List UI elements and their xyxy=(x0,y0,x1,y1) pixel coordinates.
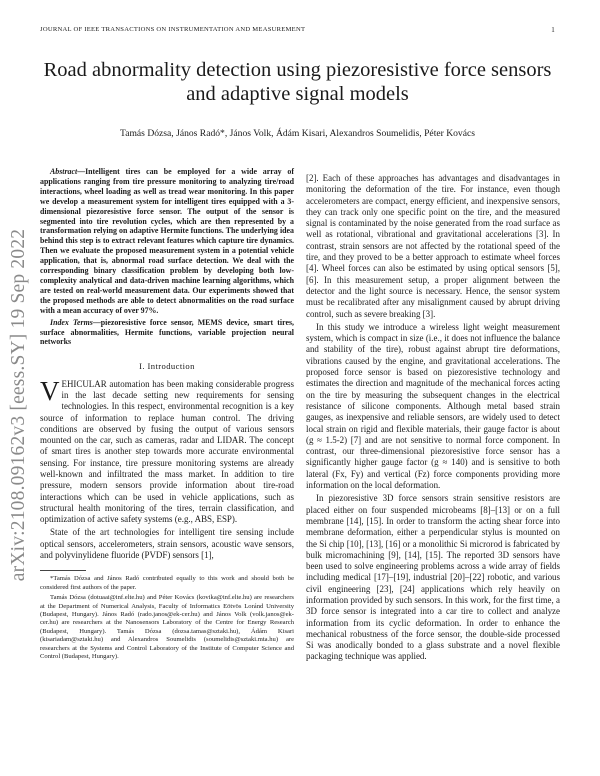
author-list: Tamás Dózsa, János Radó*, János Volk, Ádám Kisari, Alexandros Soumelidis, Péter Kovács xyxy=(120,128,475,139)
journal-name: JOURNAL OF IEEE TRANSACTIONS ON INSTRUMENTATION AND MEASUREMENT xyxy=(40,26,306,33)
footnote-equal-contribution: *Tamás Dózsa and János Radó contributed equally to this work and should both be considered first authors of the paper. xyxy=(40,575,294,591)
body-paragraph-study: In this study we introduce a wireless light weight measurement system, which is compact in size (i.e., it does not influence the balance and stability of the tire), robust against abrupt tire deformations, vibrations caused by the engine, and gravitational accelerations. The proposed force sensor is based on piezoresistive technology and estimates the direction and magnitude of the mechanical forces acting on the tire by measuring the subsequent changes in the electrical resistance of silicone components. Although metal based strain gauges, as inexpensive and reliable sensors, are widely used to detect local strain on rigid and flexible materials, their gauge factor is about (g ≈ 1.5-2) [7] and are not sensitive to normal force component. In contrast, our three-dimensional piezoresistive force sensor has a significantly higher gauge factor (g ≈ 140) and is sensitive to both lateral (Fx, Fy) and vertical (Fz) force components providing more information on the local deformation. xyxy=(306,321,560,491)
right-column xyxy=(306,173,560,663)
page-number: 1 xyxy=(551,26,555,34)
intro-paragraph-2: State of the art technologies for intelligent tire sensing include optical sensors, accelerometers, strain sensors, acoustic wave sensors, and polyvinylidene fluoride (PVDF) sensors [1], xyxy=(40,527,294,561)
dropcap-letter: V xyxy=(40,375,60,406)
index-terms: Index Terms—piezoresistive force sensor, MEMS device, smart tires, surface abnormalities, Hermite functions, variable projection neural networks xyxy=(40,317,295,347)
left-column xyxy=(40,167,294,661)
arxiv-stamp-text: arXiv:2108.09162v3 [eess.SY] 19 Sep 2022 xyxy=(8,228,29,582)
footnote-affiliations: Tamás Dózsa (dotuaai@inf.elte.hu) and Péter Kovács (kovika@inf.elte.hu) are researchers at the Department of Numerical Analysis, Faculty of Informatics Eötvös Loránd University (Budapest, Hungary). János Radó (rado.janos@ek-cer.hu) and János Volk (volk.janos@ek-cer.hu) are researchers at the Nanosensors Laboratory of the Centre for Energy Research (Budapest, Hungary). Tamás Dózsa (dozsa.tamas@sztaki.hu), Ádám Kisari (kisariadam@sztaki.hu) and Alexandros Soumelidis (soumelidis@sztaki.mta.hu) are researchers at the Systems and Control Laboratory of the Institute of Computer Science and Control (Budapest, Hungary). xyxy=(40,594,294,661)
index-terms-label: Index Terms xyxy=(50,317,93,327)
paper-title: Road abnormality detection using piezoresistive force sensors and adaptive signal models xyxy=(43,59,552,105)
body-paragraph-approaches: [2]. Each of these approaches has advantages and disadvantages in monitoring the deformation of the tire. For instance, even though accelerometers are compact, energy efficient, and inexpensive sensors, they can track only one specific point on the tire, and the measured signal is contaminated by the noise generated from the road surface as well as rotational, vibrational and gravitational accelerations [3]. In contrast, strain sensors are not affected by the rotational speed of the tire, and they proved to be a better approach to estimate wheel forces [4]. Wheel forces can also be estimated by using optical sensors [5], [6]. In this measurement setup, a proper alignment between the detector and the light source is necessary. Hence, the sensor system must be recalibrated after any misalignment caused by abrupt driving control, such as severe breaking [3]. xyxy=(306,173,560,319)
intro-paragraph-1 xyxy=(40,375,294,526)
abstract: Abstract—Intelligent tires can be employed for a wide array of applications ranging from tire pressure monitoring to analyzing tire/road interactions, wheel loading as well as tread wear monitoring. In this paper we develop a measurement system for intelligent tires equipped with a 3-dimensional piezoresistive force sensor. The output of the sensor is segmented into tire revolution cycles, which are then represented by a transformation relying on adaptive Hermite functions. The underlying idea behind this step is to extract relevant features which capture tire dynamics. Then we evaluate the proposed measurement system in a potential vehicle application, that is, abnormal road surface detection. We deal with the corresponding binary classification problem by developing both low-complexity analytical and data-driven machine learning algorithms, which are tested on real-world measurement data. Our experiments showed that the proposed methods are able to detect abnormalities on the road surface with a mean accuracy of over 97%. xyxy=(40,167,294,315)
arxiv-stamp xyxy=(2,220,36,590)
page-header xyxy=(40,26,555,36)
body-paragraph-3d-sensors: In piezoresistive 3D force sensors strain sensitive resistors are placed either on four suspended microbeams [8]–[13] or on a full membrane [14], [15]. In order to transform the acting shear force into membrane deformation, either a perpendicular stylus is mounted on the Si chip [10], [13], [16] or a monolithic Si microrod is fabricated by bulk micromachining [9], [14], [15]. The reported 3D sensors have been used to solve engineering problems across a wide array of fields including medical [17]–[19], industrial [20]–[22] robotic, and various civil engineering [23], [24] applications which rely heavily on information provided by such sensors. In this work, for the first time, a 3D force sensor is integrated into a car tire to collect and analyze information from its cyclic deformation. In order to enhance the mechanical robustness of the force sensor, the double-side processed Si was anodically bonded to a glass substrate and a novel flexible packaging technique was applied. xyxy=(306,493,560,662)
intro-paragraph-1-text: EHICULAR automation has been making considerable progress in the last decade setting new requirements for sensing technologies. In this respect, environmental recognition is a key source of information to replace human control. The driving conditions are observed by fusing the output of various sensors mounted on the car, such as cameras, radar and LIDAR. The concept of smart tires is another step towards more accurate environmental sensing. For instance, tire pressure monitoring systems are already well-known and infiltrated the mass market. In addition to tire pressure, modern sensors provide information about tire-road interactions which can be used in vehicle applications, such as structural health monitoring of the tires, terrain classification, and optimization of active safety systems (e.g., ABS, ESP). xyxy=(40,378,294,525)
section-heading-introduction: I. Introduction xyxy=(139,361,195,372)
abstract-label: Abstract xyxy=(50,167,78,176)
footnote-divider xyxy=(40,570,86,571)
index-terms-text: piezoresistive force sensor, MEMS device, smart tires, surface abnormalities, Hermite functions, variable projection neural networks xyxy=(40,317,295,347)
abstract-text: Intelligent tires can be employed for a wide array of applications ranging from tire pressure monitoring to analyzing tire/road interactions, wheel loading as well as tread wear monitoring. In this paper we develop a measurement system for intelligent tires equipped with a 3-dimensional piezoresistive force sensor. The output of the sensor is segmented into tire revolution cycles, which are then represented by a transformation relying on adaptive Hermite functions. The underlying idea behind this step is to extract relevant features which capture tire dynamics. Then we evaluate the proposed measurement system in a potential vehicle application, that is, abnormal road surface detection. We deal with the corresponding binary classification problem by developing both low-complexity analytical and data-driven machine learning algorithms, which are tested on real-world measurement data. Our experiments showed that the proposed methods are able to detect abnormalities on the road surface with a mean accuracy of over 97%. xyxy=(40,167,294,315)
